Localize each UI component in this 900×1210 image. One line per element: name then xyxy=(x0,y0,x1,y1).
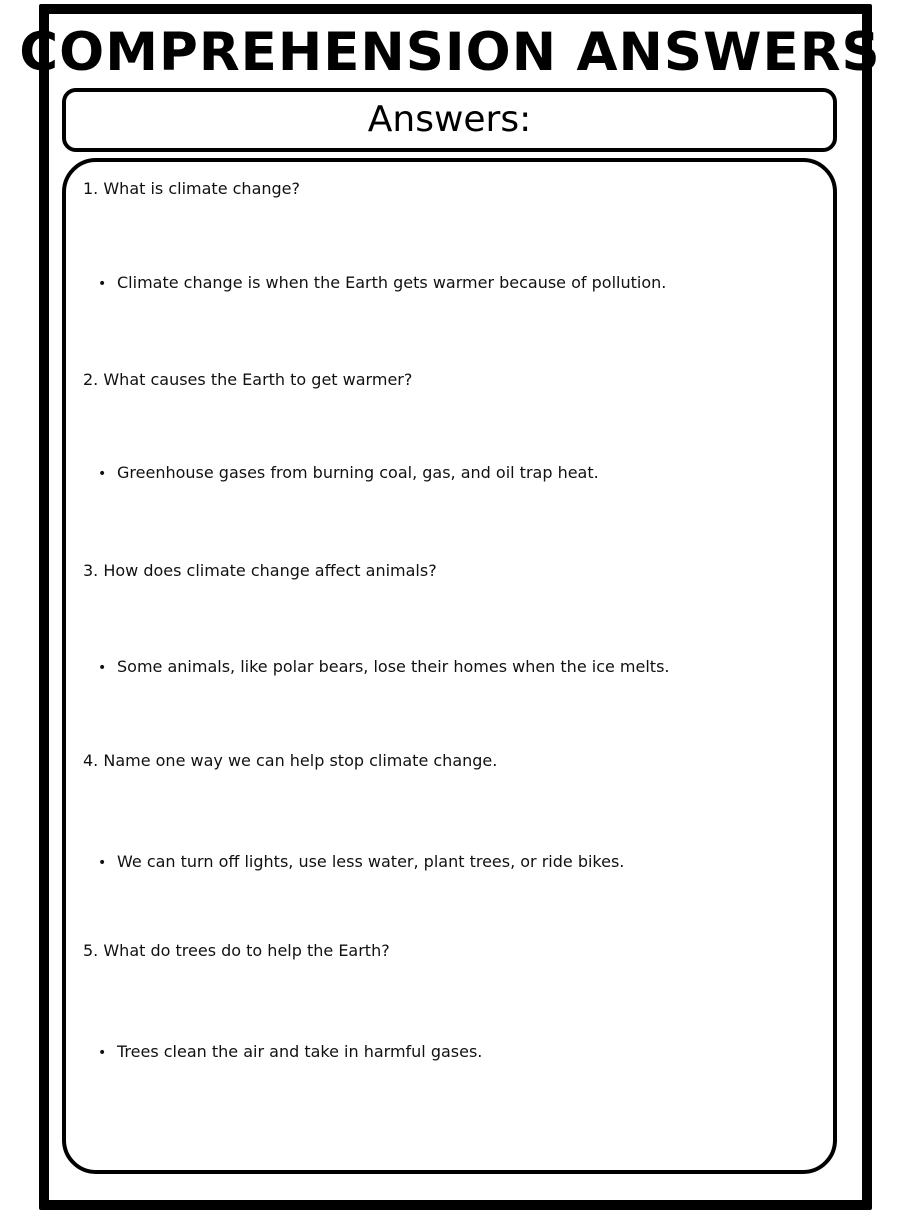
bullet-icon: • xyxy=(98,466,107,482)
bullet-icon: • xyxy=(98,660,107,676)
question-5: 5. What do trees do to help the Earth? xyxy=(83,941,390,960)
answer-1 xyxy=(98,272,666,295)
bullet-icon: • xyxy=(98,276,107,292)
question-2: 2. What causes the Earth to get warmer? xyxy=(83,370,413,389)
answer-3 xyxy=(98,656,670,679)
question-1: 1. What is climate change? xyxy=(83,179,300,198)
answer-2 xyxy=(98,462,599,485)
answer-1-text: Climate change is when the Earth gets warmer because of pollution. xyxy=(117,273,667,292)
answer-3-text: Some animals, like polar bears, lose their homes when the ice melts. xyxy=(117,657,670,676)
answer-5-text: Trees clean the air and take in harmful gases. xyxy=(117,1042,483,1061)
answer-4-text: We can turn off lights, use less water, plant trees, or ride bikes. xyxy=(117,852,625,871)
page-title: COMPREHENSION ANSWERS xyxy=(19,22,881,83)
answers-heading: Answers: xyxy=(367,99,532,140)
answer-2-text: Greenhouse gases from burning coal, gas, and oil trap heat. xyxy=(117,463,599,482)
answer-4 xyxy=(98,851,624,874)
answers-heading-box xyxy=(62,88,837,152)
question-3: 3. How does climate change affect animals? xyxy=(83,561,437,580)
bullet-icon: • xyxy=(98,1045,107,1061)
answer-5 xyxy=(98,1041,482,1064)
bullet-icon: • xyxy=(98,855,107,871)
question-4: 4. Name one way we can help stop climate change. xyxy=(83,751,498,770)
